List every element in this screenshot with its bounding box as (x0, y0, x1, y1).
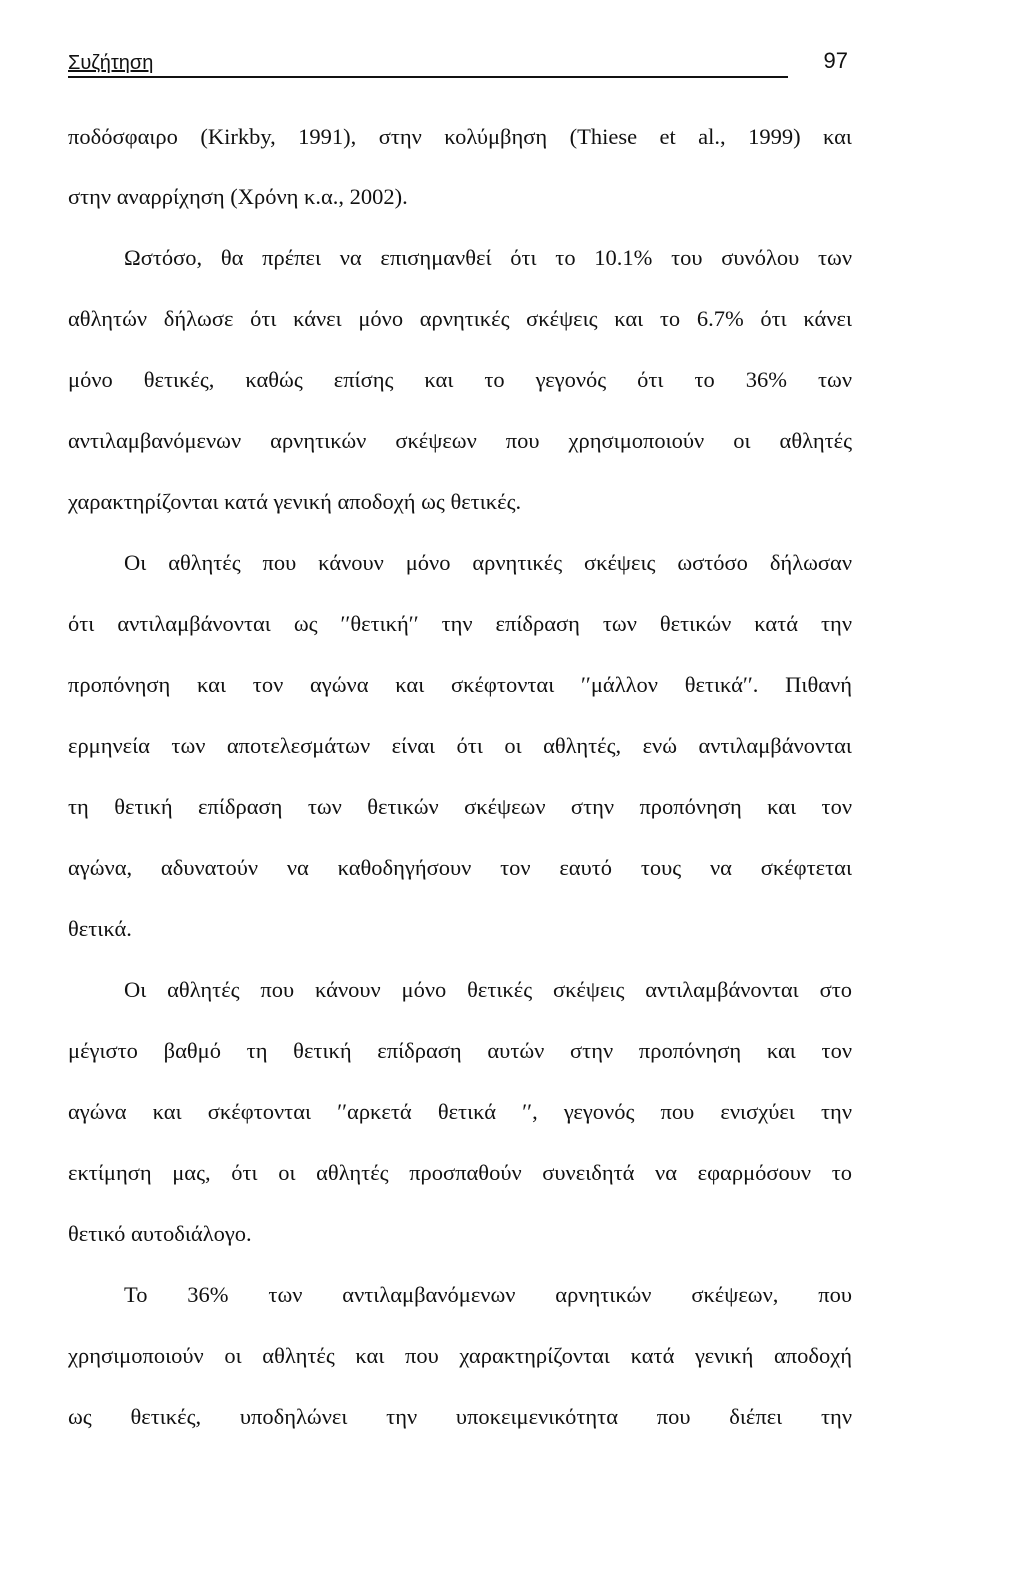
header-rule (68, 76, 788, 78)
text-line: προπόνηση και τον αγώνα και σκέφτονται ′′μάλλον θετικά′′. Πιθανή (68, 672, 852, 697)
paragraph-first-line: Οι αθλητές που κάνουν μόνο θετικές σκέψεις αντιλαμβάνονται στο (124, 977, 852, 1002)
section-title: Συζήτηση (68, 52, 154, 74)
text-line: αγώνα, αδυνατούν να καθοδηγήσουν τον εαυτό τους να σκέφτεται (68, 855, 852, 880)
text-line: στην αναρρίχηση (Χρόνη κ.α., 2002). (68, 184, 408, 209)
text-line: μόνο θετικές, καθώς επίσης και το γεγονός ότι το 36% των (68, 367, 852, 392)
running-header (68, 48, 848, 82)
text-line: τη θετική επίδραση των θετικών σκέψεων στην προπόνηση και τον (68, 794, 852, 819)
text-line: μέγιστο βαθμό τη θετική επίδραση αυτών στην προπόνηση και τον (68, 1038, 852, 1063)
text-line: ερμηνεία των αποτελεσμάτων είναι ότι οι αθλητές, ενώ αντιλαμβάνονται (68, 733, 852, 758)
text-line: ως θετικές, υποδηλώνει την υποκειμενικότητα που διέπει την (68, 1404, 852, 1429)
text-line: ότι αντιλαμβάνονται ως ′′θετική′′ την επίδραση των θετικών κατά την (68, 611, 852, 636)
paragraph-first-line: Το 36% των αντιλαμβανόμενων αρνητικών σκέψεων, που (124, 1282, 852, 1307)
text-line: αντιλαμβανόμενων αρνητικών σκέψεων που χρησιμοποιούν οι αθλητές (68, 428, 852, 453)
text-line: θετικά. (68, 916, 132, 941)
text-line: χαρακτηρίζονται κατά γενική αποδοχή ως θετικές. (68, 489, 522, 514)
page-number: 97 (823, 48, 848, 73)
text-line: αθλητών δήλωσε ότι κάνει μόνο αρνητικές σκέψεις και το 6.7% ότι κάνει (68, 306, 852, 331)
text-line: χρησιμοποιούν οι αθλητές και που χαρακτηρίζονται κατά γενική αποδοχή (68, 1343, 852, 1368)
paragraph-first-line: Ωστόσο, θα πρέπει να επισημανθεί ότι το 10.1% του συνόλου των (124, 245, 852, 270)
text-line: θετικό αυτοδιάλογο. (68, 1221, 252, 1246)
text-line: αγώνα και σκέφτονται ′′αρκετά θετικά ′′, γεγονός που ενισχύει την (68, 1099, 852, 1124)
text-line: ποδόσφαιρο (Kirkby, 1991), στην κολύμβηση (Thiese et al., 1999) και (68, 124, 852, 149)
text-line: εκτίμηση μας, ότι οι αθλητές προσπαθούν συνειδητά να εφαρμόσουν το (68, 1160, 852, 1185)
paragraph-first-line: Οι αθλητές που κάνουν μόνο αρνητικές σκέψεις ωστόσο δήλωσαν (124, 550, 852, 575)
